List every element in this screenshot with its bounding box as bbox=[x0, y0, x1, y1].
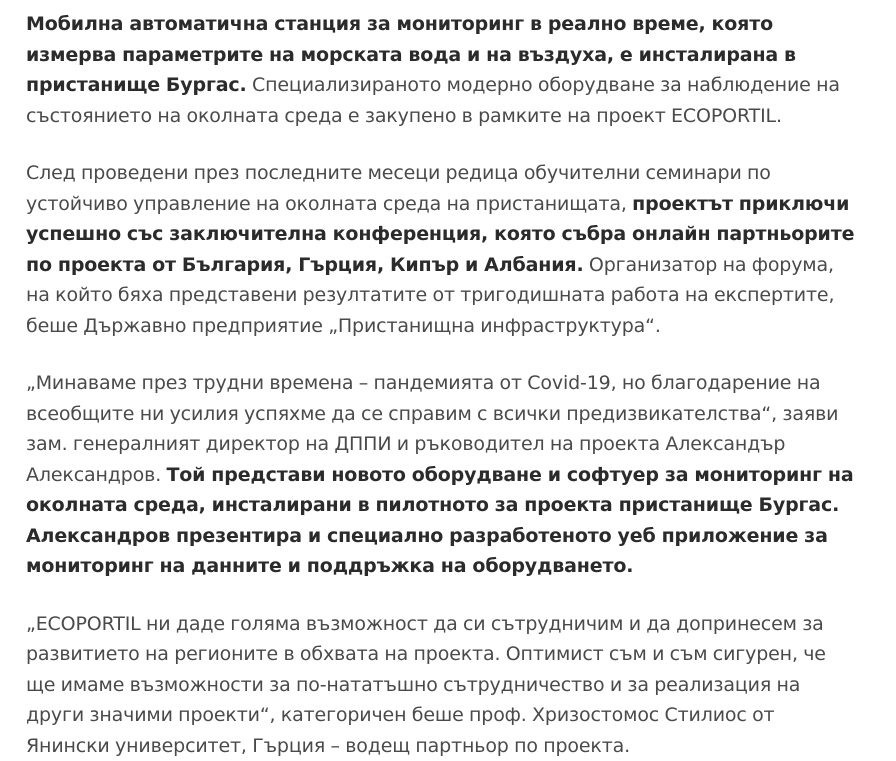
paragraph-bold-lead: Мобилна автоматична станция за мониторинг в реално време, която измерва параметрите на морската вода и на въздуха, е инсталирана в пристанище Бургас. bbox=[26, 13, 796, 96]
paragraph-quote-stylios bbox=[26, 609, 858, 761]
paragraph-station-installed bbox=[26, 9, 858, 131]
paragraph-text: „Минаваме през трудни времена – пандемията от Covid-19, но благодарение на всеобщите ни усилия успяхме да се справим с всички предизвикателства“, заяви зам. генералният директор на ДППИ и ръководител на проекта Александър Александров. bbox=[26, 372, 838, 486]
paragraph-bold-highlight: проектът приключи успешно със заключителна конференция, която събра онлайн партньорите по проекта от България, Гърция, Кипър и Албания. bbox=[26, 193, 854, 276]
paragraph-text: Специализираното модерно оборудване за наблюдение на състоянието на околната среда е закупено в рамките на проект ECOPORTIL. bbox=[26, 74, 840, 127]
paragraph-bold-highlight: Той представи новото оборудване и софтуер за мониторинг на околната среда, инсталирани в пилотното за проекта пристанище Бургас. Александров презентира и специално разработеното уеб приложение за мониторинг на данните и поддръжка на оборудването. bbox=[26, 464, 854, 578]
paragraph-quote-aleksandrov bbox=[26, 368, 858, 582]
paragraph-text: „ECOPORTIL ни даде голяма възможност да си сътрудничим и да допринесем за развитието на регионите в обхвата на проекта. Оптимист съм и съм сигурен, че ще имаме възможности за по-нататъшно сътрудничество и за реализация на други значими проекти“, категоричен беше проф. Хризостомос Стилиос от Янински университет, Гърция – водещ партньор по проекта. bbox=[26, 613, 826, 757]
paragraph-text-after: Организатор на форума, на който бяха представени резултатите от тригодишната работа на експертите, беше Държавно предприятие „Пристанищна инфраструктура“. bbox=[26, 254, 834, 337]
paragraph-text-before: След проведени през последните месеци редица обучителни семинари по устойчиво управление на околната среда на пристанищата, bbox=[26, 162, 771, 215]
paragraph-final-conference bbox=[26, 158, 858, 341]
